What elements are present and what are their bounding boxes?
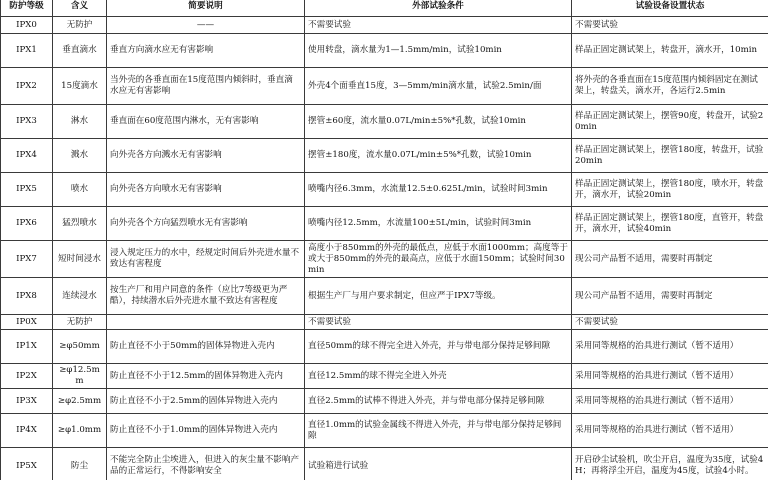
- cell-level: IPX6: [1, 207, 53, 241]
- table-row: [1, 364, 768, 389]
- table-row: [1, 139, 768, 173]
- table-row: [1, 389, 768, 414]
- cell-description: ——: [107, 17, 305, 34]
- cell-test-conditions: 不需要试验: [305, 17, 572, 34]
- cell-level: IPX1: [1, 34, 53, 68]
- cell-meaning: 无防护: [53, 17, 107, 34]
- cell-meaning: ≥φ12.5mm: [53, 364, 107, 389]
- header-brief-description: 简要说明: [107, 0, 305, 17]
- header-protection-level: 防护等级: [1, 0, 53, 17]
- table-row: [1, 105, 768, 139]
- cell-test-conditions: 不需要试验: [305, 315, 572, 330]
- cell-description: 垂直方向滴水应无有害影响: [107, 34, 305, 68]
- cell-meaning: 短时间浸水: [53, 241, 107, 278]
- table-row: [1, 448, 768, 480]
- table-row: [1, 207, 768, 241]
- cell-level: IPX2: [1, 68, 53, 105]
- cell-test-conditions: 外壳4个面垂直15度，3—5mm/min滴水量，试验2.5min/面: [305, 68, 572, 105]
- cell-description: 浸入规定压力的水中，经规定时间后外壳进水量不致达有害程度: [107, 241, 305, 278]
- cell-level: IP3X: [1, 389, 53, 414]
- cell-level: IP4X: [1, 414, 53, 448]
- cell-equipment-setup: 不需要试验: [572, 17, 768, 34]
- cell-meaning: 防尘: [53, 448, 107, 480]
- table-row: [1, 68, 768, 105]
- header-meaning: 含义: [53, 0, 107, 17]
- cell-description: 防止直径不小于1.0mm的固体异物进入壳内: [107, 414, 305, 448]
- cell-equipment-setup: 样品正固定测试架上，摆管180度，喷水开，转盘开，滴水开，试验20min: [572, 173, 768, 207]
- cell-equipment-setup: 样品正固定测试架上，摆管180度，直管开，转盘开，滴水开，试验40min: [572, 207, 768, 241]
- cell-test-conditions: 直径2.5mm的试棒不得进入外壳，并与带电部分保持足够间隙: [305, 389, 572, 414]
- cell-level: IPX8: [1, 278, 53, 315]
- cell-test-conditions: 摆管±180度，流水量0.07L/min±5%*孔数，试验10min: [305, 139, 572, 173]
- cell-level: IP0X: [1, 315, 53, 330]
- cell-meaning: ≥φ1.0mm: [53, 414, 107, 448]
- cell-meaning: ≥φ50mm: [53, 330, 107, 364]
- table-row: [1, 173, 768, 207]
- cell-description: [107, 315, 305, 330]
- cell-equipment-setup: 采用同等规格的治具进行测试（暂不适用）: [572, 364, 768, 389]
- cell-equipment-setup: 不需要试验: [572, 315, 768, 330]
- cell-meaning: 无防护: [53, 315, 107, 330]
- cell-meaning: 喷水: [53, 173, 107, 207]
- cell-test-conditions: 高度小于850mm的外壳的最低点，应低于水面1000mm；高度等于或大于850mm的外壳的最高点，应低于水面150mm；试验时间30min: [305, 241, 572, 278]
- cell-test-conditions: 直径12.5mm的球不得完全进入外壳: [305, 364, 572, 389]
- cell-description: 按生产厂和用户同意的条件（应比7等级更为严酷），持续潜水后外壳进水量不致达有害程度: [107, 278, 305, 315]
- cell-description: 防止直径不小于12.5mm的固体异物进入壳内: [107, 364, 305, 389]
- cell-level: IPX4: [1, 139, 53, 173]
- cell-equipment-setup: 现公司产品暂不适用，需要时再制定: [572, 278, 768, 315]
- cell-meaning: 猛烈喷水: [53, 207, 107, 241]
- cell-test-conditions: 喷嘴内径12.5mm，水流量100±5L/min，试验时间3min: [305, 207, 572, 241]
- cell-test-conditions: 摆管±60度，流水量0.07L/min±5%*孔数，试验10min: [305, 105, 572, 139]
- header-equipment-setup: 试验设备设置状态: [572, 0, 768, 17]
- cell-description: 向外壳各方向喷水无有害影响: [107, 173, 305, 207]
- cell-meaning: ≥φ2.5mm: [53, 389, 107, 414]
- cell-meaning: 淋水: [53, 105, 107, 139]
- cell-test-conditions: 喷嘴内径6.3mm，水流量12.5±0.625L/min，试验时间3min: [305, 173, 572, 207]
- cell-meaning: 溅水: [53, 139, 107, 173]
- cell-level: IPX5: [1, 173, 53, 207]
- cell-level: IP5X: [1, 448, 53, 480]
- table-header-row: [1, 0, 768, 17]
- cell-equipment-setup: 开启砂尘试验机，吹尘开启，温度为35度，试验4H；再将浮尘开启，温度为45度，试验4小时。: [572, 448, 768, 480]
- table-row: [1, 414, 768, 448]
- cell-test-conditions: 使用转盘，滴水量为1—1.5mm/min，试验10min: [305, 34, 572, 68]
- cell-equipment-setup: 采用同等规格的治具进行测试（暂不适用）: [572, 330, 768, 364]
- cell-level: IPX3: [1, 105, 53, 139]
- cell-meaning: 垂直滴水: [53, 34, 107, 68]
- cell-level: IPX7: [1, 241, 53, 278]
- cell-level: IP2X: [1, 364, 53, 389]
- header-external-test-conditions: 外部试验条件: [305, 0, 572, 17]
- cell-equipment-setup: 采用同等规格的治具进行测试（暂不适用）: [572, 414, 768, 448]
- cell-level: IP1X: [1, 330, 53, 364]
- cell-equipment-setup: 现公司产品暂不适用，需要时再制定: [572, 241, 768, 278]
- table-row: [1, 34, 768, 68]
- table-row: [1, 278, 768, 315]
- cell-description: 向外壳各个方向猛烈喷水无有害影响: [107, 207, 305, 241]
- cell-meaning: 连续浸水: [53, 278, 107, 315]
- cell-description: 向外壳各方向溅水无有害影响: [107, 139, 305, 173]
- cell-description: 防止直径不小于50mm的固体异物进入壳内: [107, 330, 305, 364]
- cell-description: 当外壳的各垂直面在15度范围内倾斜时，垂直滴水应无有害影响: [107, 68, 305, 105]
- cell-meaning: 15度滴水: [53, 68, 107, 105]
- cell-equipment-setup: 将外壳的各垂直面在15度范围内倾斜固定在测试架上，转盘关，滴水开，各运行2.5min: [572, 68, 768, 105]
- cell-test-conditions: 直径1.0mm的试验金属线不得进入外壳，并与带电部分保持足够间隙: [305, 414, 572, 448]
- cell-equipment-setup: 样品正固定测试架上，摆管180度，转盘开，试验20min: [572, 139, 768, 173]
- cell-level: IPX0: [1, 17, 53, 34]
- cell-test-conditions: 根据生产厂与用户要求制定，但应严于IPX7等级。: [305, 278, 572, 315]
- table-row: [1, 330, 768, 364]
- cell-description: 垂直面在60度范围内淋水，无有害影响: [107, 105, 305, 139]
- cell-equipment-setup: 样品正固定测试架上，摆管90度，转盘开，试验20min: [572, 105, 768, 139]
- cell-description: 防止直径不小于2.5mm的固体异物进入壳内: [107, 389, 305, 414]
- table-row: [1, 315, 768, 330]
- cell-equipment-setup: 采用同等规格的治具进行测试（暂不适用）: [572, 389, 768, 414]
- cell-description: 不能完全防止尘埃进入，但进入的灰尘量不影响产品的正常运行，不得影响安全: [107, 448, 305, 480]
- cell-equipment-setup: 样品正固定测试架上，转盘开，滴水开，10min: [572, 34, 768, 68]
- table-row: [1, 241, 768, 278]
- cell-test-conditions: 试验箱进行试验: [305, 448, 572, 480]
- table-row: [1, 17, 768, 34]
- cell-test-conditions: 直径50mm的球不得完全进入外壳，并与带电部分保持足够间隙: [305, 330, 572, 364]
